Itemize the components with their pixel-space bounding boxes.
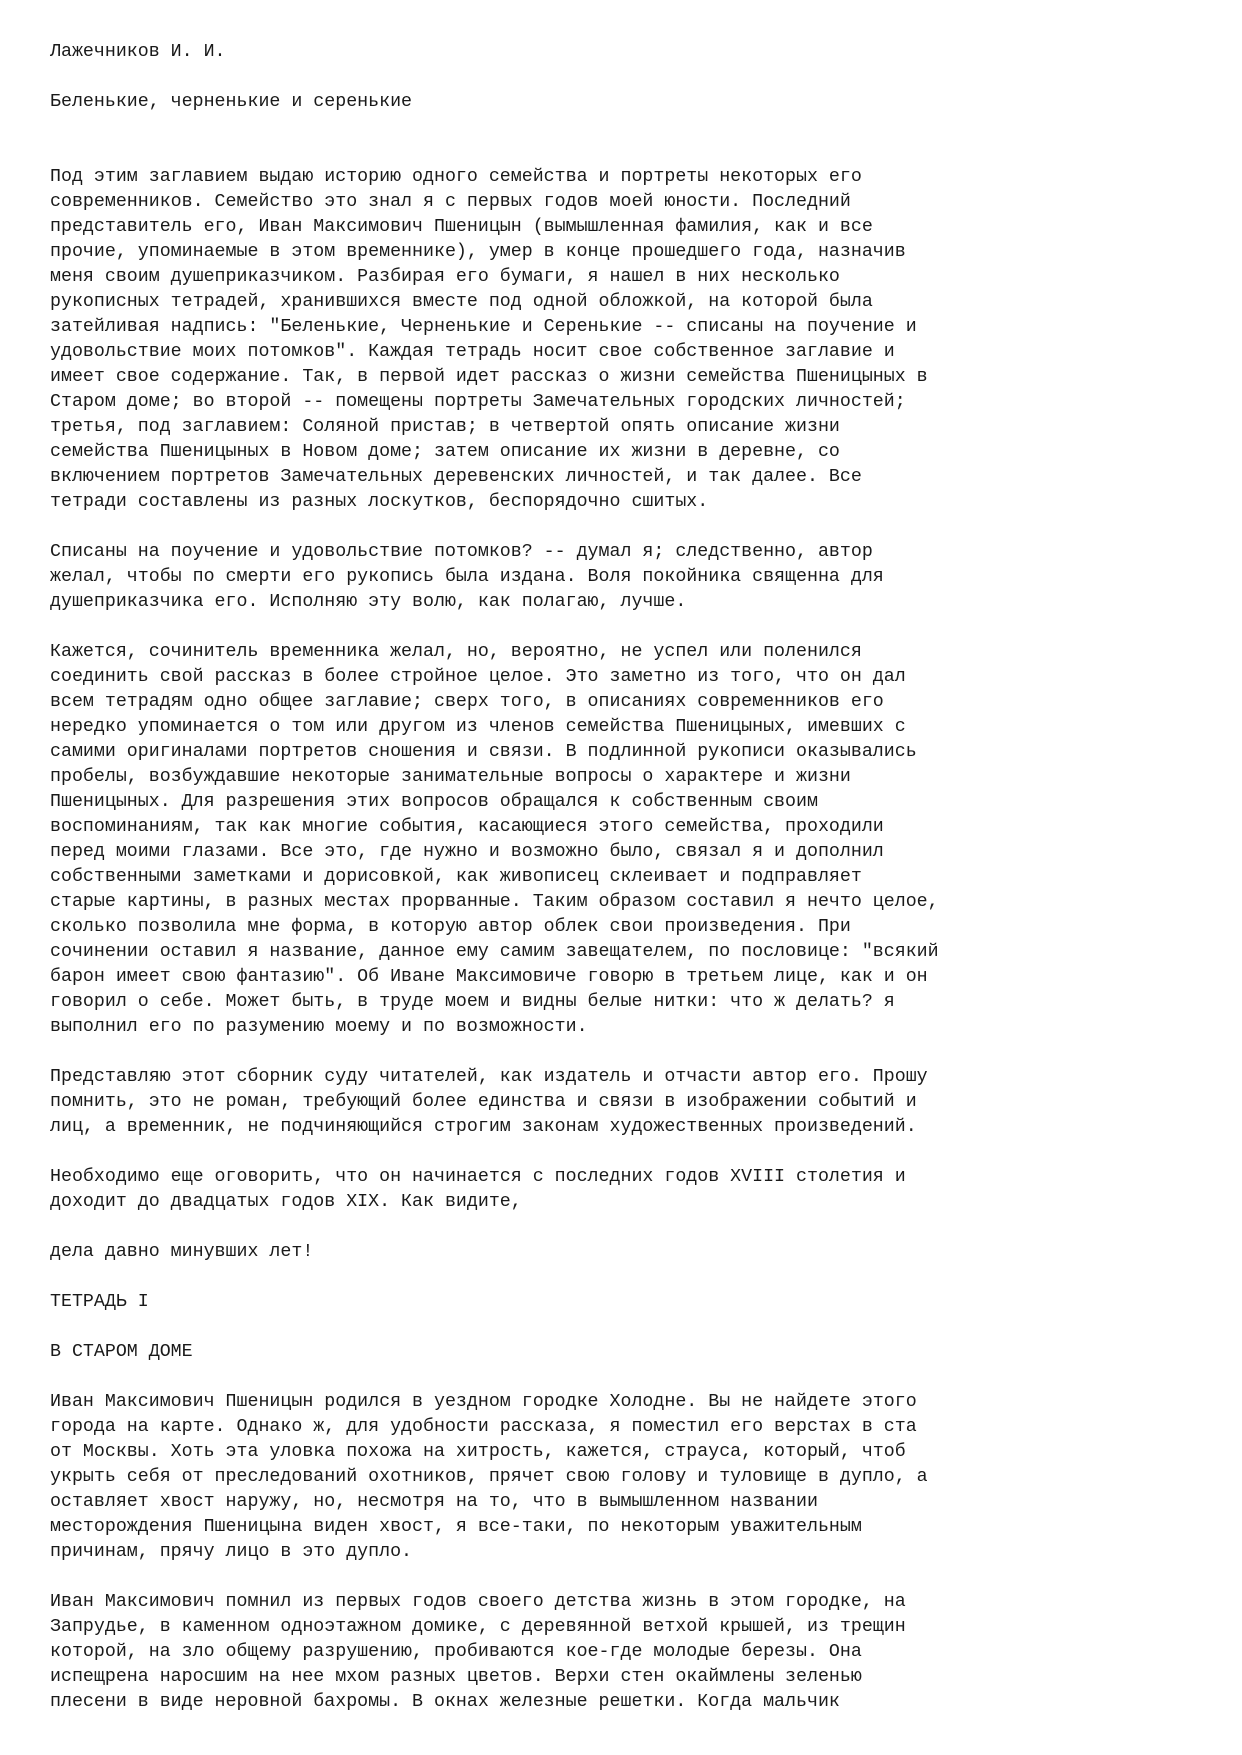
text-line: барон имеет свою фантазию". Об Иване Максимовиче говорю в третьем лице, как и он [50, 967, 928, 987]
quote-line: дела давно минувших лет! [50, 1242, 314, 1262]
text-line: воспоминаниям, так как многие события, касающиеся этого семейства, проходили [50, 817, 884, 837]
text-line: Представляю этот сборник суду читателей, как издатель и отчасти автор его. Прошу [50, 1067, 928, 1087]
text-line: месторождения Пшеницына виден хвост, я все-таки, по некоторым уважительным [50, 1517, 862, 1537]
text-line: самими оригиналами портретов сношения и связи. В подлинной рукописи оказывались [50, 742, 917, 762]
text-line: доходит до двадцатых годов XIX. Как видите, [50, 1192, 522, 1212]
text-line: выполнил его по разумению моему и по возможности. [50, 1017, 588, 1037]
text-line: современников. Семейство это знал я с первых годов моей юности. Последний [50, 192, 851, 212]
paragraph [50, 640, 1210, 1040]
paragraph [50, 1165, 1210, 1215]
text-line: включением портретов Замечательных деревенских личностей, и так далее. Все [50, 467, 862, 487]
text-line: прочие, упоминаемые в этом временнике), умер в конце прошедшего года, назначив [50, 242, 906, 262]
text-line: Иван Максимович помнил из первых годов своего детства жизнь в этом городке, на [50, 1592, 906, 1612]
text-line: нередко упоминается о том или другом из членов семейства Пшеницыных, имевших с [50, 717, 906, 737]
text-line: собственными заметками и дорисовкой, как живописец склеивает и подправляет [50, 867, 862, 887]
spacer [50, 1215, 1210, 1240]
text-line: укрыть себя от преследований охотников, прячет свою голову и туловище в дупло, а [50, 1467, 928, 1487]
text-line: имеет свое содержание. Так, в первой идет рассказ о жизни семейства Пшеницыных в [50, 367, 928, 387]
spacer [50, 615, 1210, 640]
paragraph [50, 1390, 1210, 1565]
spacer [50, 1315, 1210, 1340]
author-line: Лажечников И. И. [50, 42, 226, 62]
text-line: соединить свой рассказ в более стройное целое. Это заметно из того, что он дал [50, 667, 906, 687]
spacer [50, 115, 1210, 165]
spacer [50, 65, 1210, 90]
text-line: которой, на зло общему разрушению, пробиваются кое-где молодые березы. Она [50, 1642, 862, 1662]
text-line: представитель его, Иван Максимович Пшеницын (вымышленная фамилия, как и все [50, 217, 873, 237]
text-line: всем тетрадям одно общее заглавие; сверх того, в описаниях современников его [50, 692, 884, 712]
spacer [50, 1265, 1210, 1290]
paragraph [50, 540, 1210, 615]
text-line: города на карте. Однако ж, для удобности рассказа, я поместил его верстах в ста [50, 1417, 917, 1437]
spacer [50, 1140, 1210, 1165]
text-line: сколько позволила мне форма, в которую автор облек свои произведения. При [50, 917, 851, 937]
text-line: тетради составлены из разных лоскутков, беспорядочно сшитых. [50, 492, 709, 512]
paragraph [50, 165, 1210, 515]
text-line: говорил о себе. Может быть, в труде моем и видны белые нитки: что ж делать? я [50, 992, 895, 1012]
text-line: Необходимо еще оговорить, что он начинается с последних годов XVIII столетия и [50, 1167, 906, 1187]
spacer [50, 1365, 1210, 1390]
document-title: Беленькие, черненькие и серенькие [50, 92, 413, 112]
paragraph [50, 1065, 1210, 1140]
paragraph [50, 1590, 1210, 1715]
text-line: плесени в виде неровной бахромы. В окнах железные решетки. Когда мальчик [50, 1692, 840, 1712]
text-line: душеприказчика его. Исполняю эту волю, как полагаю, лучше. [50, 592, 687, 612]
text-line: третья, под заглавием: Соляной пристав; в четвертой опять описание жизни [50, 417, 840, 437]
spacer [50, 515, 1210, 540]
text-line: удовольствие моих потомков". Каждая тетрадь носит свое собственное заглавие и [50, 342, 895, 362]
text-line: Запрудье, в каменном одноэтажном домике, с деревянной ветхой крышей, из трещин [50, 1617, 906, 1637]
text-line: пробелы, возбуждавшие некоторые занимательные вопросы о характере и жизни [50, 767, 851, 787]
text-line: Пшеницыных. Для разрешения этих вопросов обращался к собственным своим [50, 792, 818, 812]
text-line: Кажется, сочинитель временника желал, но, вероятно, не успел или поленился [50, 642, 862, 662]
text-line: от Москвы. Хоть эта уловка похожа на хитрость, кажется, страуса, который, чтоб [50, 1442, 906, 1462]
text-line: рукописных тетрадей, хранившихся вместе под одной обложкой, на которой была [50, 292, 873, 312]
chapter-subheading: В СТАРОМ ДОМЕ [50, 1342, 193, 1362]
spacer [50, 1040, 1210, 1065]
text-line: испещрена наросшим на нее мхом разных цветов. Верхи стен окаймлены зеленью [50, 1667, 862, 1687]
chapter-heading: ТЕТРАДЬ I [50, 1292, 149, 1312]
text-line: сочинении оставил я название, данное ему самим завещателем, по пословице: "всякий [50, 942, 939, 962]
text-line: Старом доме; во второй -- помещены портреты Замечательных городских личностей; [50, 392, 906, 412]
text-line: желал, чтобы по смерти его рукопись была издана. Воля покойника священна для [50, 567, 884, 587]
text-line: затейливая надпись: "Беленькие, Черненькие и Серенькие -- списаны на поучение и [50, 317, 917, 337]
document-page [50, 40, 1210, 1715]
text-line: Списаны на поучение и удовольствие потомков? -- думал я; следственно, автор [50, 542, 873, 562]
text-line: лиц, а временник, не подчиняющийся строгим законам художественных произведений. [50, 1117, 917, 1137]
text-line: перед моими глазами. Все это, где нужно и возможно было, связал я и дополнил [50, 842, 884, 862]
text-line: помнить, это не роман, требующий более единства и связи в изображении событий и [50, 1092, 917, 1112]
text-line: оставляет хвост наружу, но, несмотря на то, что в вымышленном названии [50, 1492, 818, 1512]
spacer [50, 1565, 1210, 1590]
text-line: меня своим душеприказчиком. Разбирая его бумаги, я нашел в них несколько [50, 267, 840, 287]
text-line: причинам, прячу лицо в это дупло. [50, 1542, 413, 1562]
text-line: старые картины, в разных местах прорванные. Таким образом составил я нечто целое, [50, 892, 939, 912]
text-line: семейства Пшеницыных в Новом доме; затем описание их жизни в деревне, со [50, 442, 840, 462]
text-line: Под этим заглавием выдаю историю одного семейства и портреты некоторых его [50, 167, 862, 187]
text-line: Иван Максимович Пшеницын родился в уездном городке Холодне. Вы не найдете этого [50, 1392, 917, 1412]
